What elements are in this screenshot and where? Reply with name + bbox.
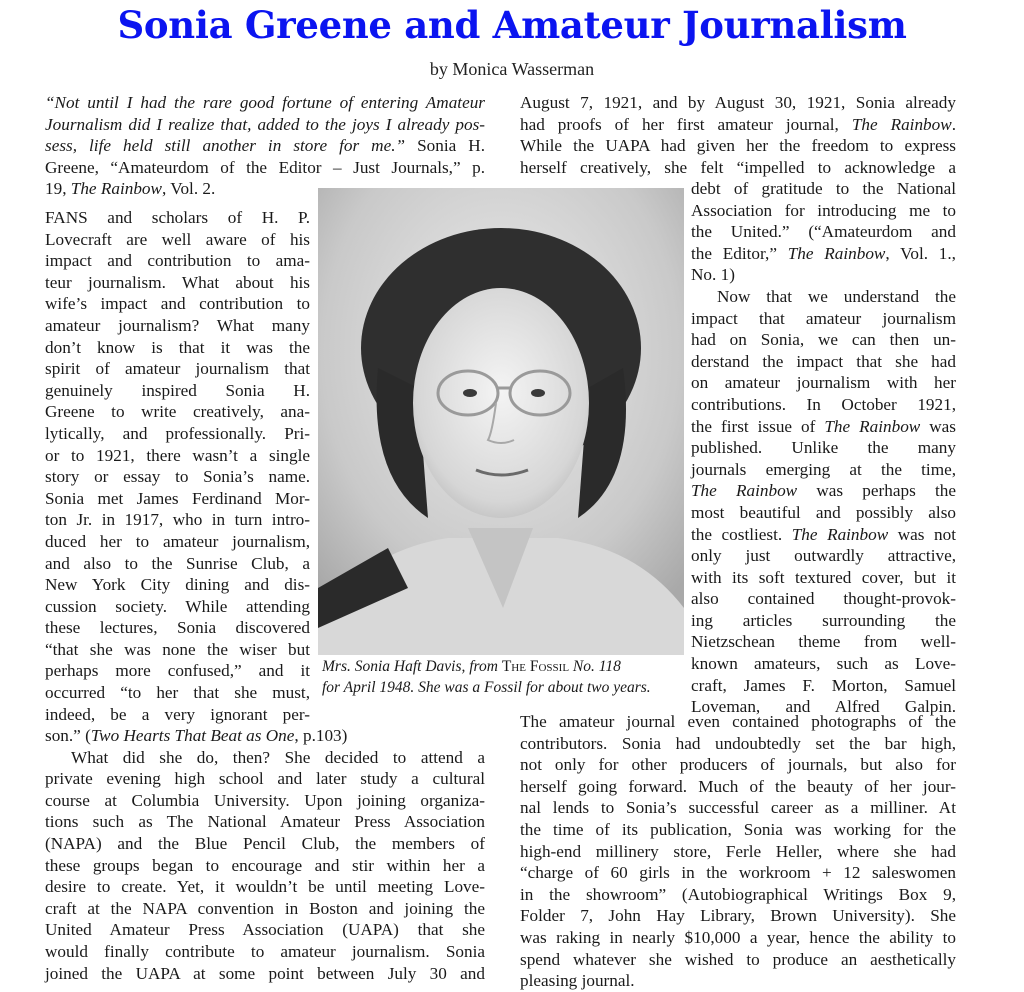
text-run: or to 1921, there wasn’t a single [45,445,310,465]
text-run: Lovecraft are well aware of his [45,229,310,249]
body-column-right-narrow [691,178,956,718]
text-run: most beautiful and possibly also [691,502,956,522]
text-run: FANS and scholars of H. P. [45,208,310,227]
text-run: spend whatever she wished to produce an aesthetically [520,949,956,969]
text-line [691,308,956,330]
text-run: herself going forward. Much of the beauty of her jour- [520,776,956,796]
text-line [45,207,310,229]
text-line [45,876,485,898]
text-run: Now that we understand the [717,286,956,306]
text-line [45,250,310,272]
text-run: wife’s impact and contribution to [45,294,310,314]
text-run: amateur journalism? What many [45,315,310,335]
text-line [45,919,485,941]
text-run: Greene to write creatively, ana- [45,402,310,422]
text-run: contributions. In October 1921, [691,394,956,414]
text-run: had proofs of her first amateur journal, [520,114,852,134]
text-run: with its soft textured cover, but it [691,567,956,587]
text-line [691,286,956,308]
text-line [691,588,956,610]
portrait-photo [318,188,684,655]
text-line [520,157,956,179]
text-run: for April 1948. She was a Fossil for about two years. [322,679,651,696]
text-line [45,135,485,157]
text-run: tions such as The National Amateur Press Association [45,812,485,832]
text-run: Sonia met James Ferdinand Mor- [45,488,310,508]
text-run: The amateur journal even contained photographs of the [520,712,956,731]
text-run: was raking in nearly $10,000 a year, hence the ability to [520,927,956,947]
text-run: duced her to amateur journalism, [45,531,310,551]
text-run: the costliest. [691,524,792,544]
text-line [45,509,310,531]
text-line [691,372,956,394]
text-run: What did she do, then? She decided to attend a [71,747,485,767]
text-line [45,401,310,423]
text-line [322,677,682,698]
text-line [45,963,485,985]
text-run: teur journalism. What about his [45,272,310,292]
text-line [520,884,956,906]
text-run: debt of gratitude to the National [691,179,956,198]
text-run: joined the UAPA at some point between July 30 and [45,963,485,983]
text-run: (NAPA) and the Blue Pencil Club, the members of [45,833,485,853]
text-line [45,114,485,136]
italic-text: sess, life held still another in store for me.” [45,136,406,156]
text-run: on amateur journalism with her [691,373,956,393]
text-line [45,682,310,704]
text-line [45,704,310,726]
text-line [691,200,956,222]
italic-text: The Rainbow [791,524,889,544]
text-run: ing articles surrounding the [691,610,956,630]
text-run: , Vol. 1., [885,243,956,263]
italic-text: The Rainbow [824,416,921,436]
text-run: No. 1) [691,265,735,285]
body-column-left-narrow [45,207,310,725]
italic-text: Journalism did I realize that, added to the joys I already pos- [45,114,485,134]
right-eye [531,389,545,397]
italic-text: The Rainbow [787,243,886,263]
text-line [45,833,485,855]
text-line [45,337,310,359]
text-run: derstand the impact that she had [691,351,956,371]
text-run: Mrs. Sonia Haft Davis, from [322,658,502,675]
text-run: son.” ( [45,726,91,745]
text-line [45,898,485,920]
text-line [520,135,956,157]
text-run: was [920,416,956,436]
text-line [691,264,956,286]
text-run: these groups began to encourage and stir within her a [45,855,485,875]
text-line [520,949,956,971]
text-run: , Vol. 2. [161,179,216,199]
text-run: and also to the Sunrise Club, a [45,553,310,573]
text-line [520,797,956,819]
photo-caption [322,656,682,698]
text-line [520,114,956,136]
text-run: only just outwardly attractive, [691,546,956,566]
text-run: the time of its publication, Sonia was working for the [520,819,956,839]
text-line [45,229,310,251]
text-run: New York City dining and dis- [45,575,310,595]
text-run: While the UAPA had given her the freedom to express [520,136,956,156]
text-run: journals emerging at the time, [691,459,956,479]
text-run: No. 118 [569,658,621,675]
text-run: private evening high school and later study a cultural [45,769,485,789]
text-line [691,567,956,589]
text-line [520,92,956,114]
text-line [322,656,682,677]
text-run: . [951,114,956,134]
text-run: would finally contribute to amateur journalism. Sonia [45,941,485,961]
text-run: cussion society. While attending [45,596,310,616]
text-run: not only for other producers of journals, but also for [520,755,956,775]
text-run: impact and contribution to ama- [45,251,310,271]
text-line [45,855,485,877]
text-run: published. Unlike the many [691,438,956,458]
text-run: Nietzschean theme from well- [691,632,956,652]
text-line [691,631,956,653]
text-line [691,329,956,351]
text-run: August 7, 1921, and by August 30, 1921, Sonia already [520,93,956,112]
text-line [520,776,956,798]
text-run: 19, [45,179,71,199]
text-line [691,545,956,567]
text-line [691,437,956,459]
text-run: Loveman, and Alfred Galpin. [691,697,956,717]
text-line [520,841,956,863]
text-line [691,524,956,546]
portrait-illustration [318,188,684,655]
text-line [45,941,485,963]
left-eye [463,389,477,397]
text-line [45,811,485,833]
text-run: craft at the NAPA convention in Boston and joining the [45,898,485,918]
text-line [45,92,485,114]
text-run: Greene, “Amateurdom of the Editor – Just Journals,” p. [45,157,485,177]
text-line [45,272,310,294]
text-run: perhaps more confused,” and it [45,661,310,681]
text-line [691,480,956,502]
epigraph [45,92,485,200]
text-line [45,725,485,747]
text-run: United Amateur Press Association (UAPA) that she [45,920,485,940]
text-line [45,790,485,812]
text-line [691,653,956,675]
text-line [45,380,310,402]
text-run: in the showroom” (Autobiographical Writings Box 9, [520,884,956,904]
text-run: story or essay to Sonia’s name. [45,467,310,487]
text-run: occurred “to her that she must, [45,683,310,703]
text-run: spirit of amateur journalism that [45,359,310,379]
body-column-right-top [520,92,956,178]
text-run: pleasing journal. [520,971,635,991]
text-line [520,862,956,884]
text-line [691,675,956,697]
text-line [691,178,956,200]
text-line [45,315,310,337]
text-line [45,531,310,553]
text-run: contributors. Sonia had undoubtedly set the bar high, [520,733,956,753]
text-run: Association for introducing me to [691,200,956,220]
byline: by Monica Wasserman [429,59,595,79]
text-line [691,416,956,438]
small-caps-text: The Fossil [501,658,570,675]
text-run: nal lends to Sonia’s successful career as a milliner. At [520,798,956,818]
text-line [520,905,956,927]
text-line [45,358,310,380]
text-line [45,293,310,315]
text-run: “that she was none the wiser but [45,639,310,659]
text-run: genuinely inspired Sonia H. [45,380,310,400]
text-line [45,553,310,575]
text-line [691,394,956,416]
text-run: desire to create. Yet, it wouldn’t be until meeting Love- [45,877,485,897]
text-line [520,711,956,733]
text-line [45,747,485,769]
text-line [45,660,310,682]
italic-text: The Rainbow [691,481,798,501]
text-run: don’t know is that it was the [45,337,310,357]
text-run: Folder 7, John Hay Library, Brown University). She [520,906,956,926]
text-run: herself creatively, she felt “impelled to acknowledge a [520,157,956,177]
text-line [45,423,310,445]
body-column-left-wide [45,725,485,984]
text-line [520,819,956,841]
italic-text: “Not until I had the rare good fortune of entering Amateur [45,93,485,112]
text-run: had on Sonia, we can then un- [691,330,956,350]
text-line [520,733,956,755]
text-line [45,445,310,467]
text-line [691,221,956,243]
text-line [520,970,956,992]
text-line [520,754,956,776]
text-line [45,157,485,179]
text-run: high-end millinery store, Ferle Heller, where she had [520,841,956,861]
text-line [691,351,956,373]
text-run: was not [888,524,956,544]
text-run: indeed, be a very ignorant per- [45,704,310,724]
text-line [691,502,956,524]
text-line [691,243,956,265]
text-line [45,596,310,618]
italic-text: The Rainbow [70,179,162,199]
text-run: also contained thought-provok- [691,589,956,609]
text-line [45,768,485,790]
text-run: “charge of 60 girls in the workroom + 12 saleswomen [520,863,956,883]
text-run: these lectures, Sonia discovered [45,618,310,638]
text-line [45,617,310,639]
article-title: Sonia Greene and Amateur Journalism [117,3,907,47]
text-line [45,574,310,596]
text-run: , p.103) [294,726,348,745]
italic-text: The Rainbow [851,114,952,134]
text-run: the Editor,” [691,243,788,263]
text-line [45,488,310,510]
text-line [520,927,956,949]
text-line [691,610,956,632]
text-run: Sonia H. [405,136,486,156]
text-run: craft, James F. Morton, Samuel [691,675,956,695]
italic-text: Two Hearts That Beat as One [90,726,295,745]
text-run: ton Jr. in 1917, who in turn intro- [45,510,310,530]
text-run: impact that amateur journalism [691,308,956,328]
text-run: lytically, and professionally. Pri- [45,423,310,443]
text-run: known amateurs, such as Love- [691,654,956,674]
text-run: was perhaps the [797,481,956,501]
text-line [45,466,310,488]
text-run: the United.” (“Amateurdom and [691,222,956,242]
text-line [45,639,310,661]
text-run: course at Columbia University. Upon joining organiza- [45,790,485,810]
body-column-right-wide [520,711,956,992]
text-line [691,459,956,481]
text-run: the first issue of [691,416,825,436]
